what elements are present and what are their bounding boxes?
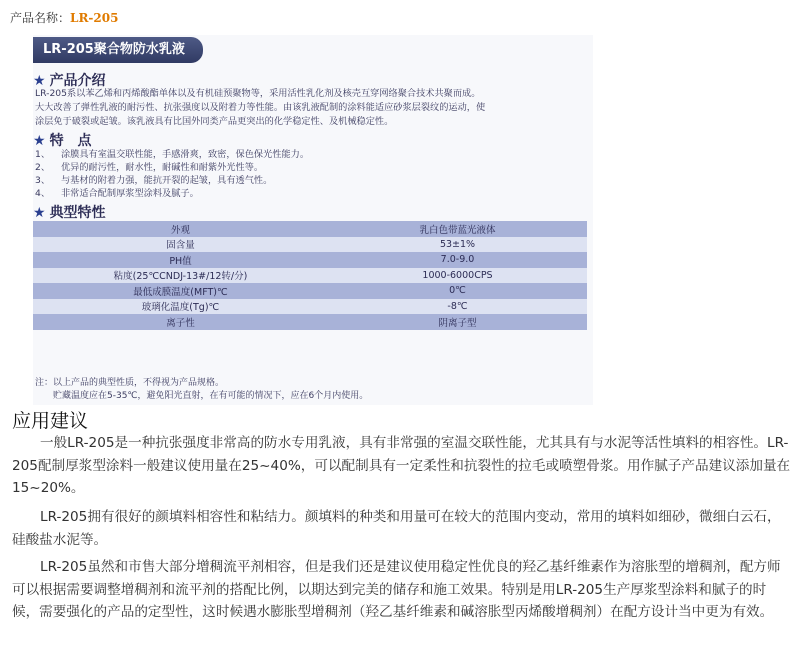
table-row: 粘度(25℃CNDJ-13#/12转/分) 1000-6000CPS [33,268,587,284]
product-name-line [10,9,118,26]
table-row: 外观 乳白色带蓝光液体 [33,221,587,237]
table-row: 玻璃化温度(Tg)℃ -8℃ [33,299,587,315]
spec-table [33,221,587,330]
table-row: PH值 7.0-9.0 [33,252,587,268]
intro-line: 大大改善了弹性乳液的耐污性、抗张强度以及附着力等性能。由该乳液配制的涂料能适应砂浆层裂纹的运动，使 [35,102,486,113]
features-list [35,148,591,200]
table-row: 固含量 53±1% [33,237,587,253]
datasheet-banner: LR-205聚合物防水乳液 [33,37,203,63]
note-line: 注：以上产品的典型性质，不得视为产品规格。 [35,378,225,388]
notes [35,377,368,403]
intro-text [35,87,591,129]
intro-line: LR-205系以苯乙烯和丙烯酸酯单体以及有机硅预聚物等，采用活性乳化剂及核壳互穿网络聚合技术共聚而成。 [35,88,481,99]
note-line: 贮藏温度应在5-35℃，避免阳光直射，在有可能的情况下，应在6个月内使用。 [35,391,369,401]
star-icon: ★ [33,73,46,89]
star-icon: ★ [33,205,46,221]
table-row: 最低成膜温度(MFT)℃ 0℃ [33,283,587,299]
application-paragraph: LR-205虽然和市售大部分增稠流平剂相容，但是我们还是建议使用稳定性优良的羟乙基纤维素作为溶胀型的增稠剂，配方师可以根据需要调整增稠剂和流平剂的搭配比例，以期达到完美的储存和施工效果。特别是用LR-205生产厚浆型涂料和腻子的时候，需要强化的产品的定型性，这时候遇水膨胀型增稠剂（羟乙基纤维素和碱溶胀型丙烯酸增稠剂）在配方设计当中更为有效。 [12,559,781,620]
product-name-value: LR-205 [70,11,119,25]
product-name-label: 产品名称： [10,11,71,25]
table-row: 离子性 阴离子型 [33,314,587,330]
typical-heading-text: 典型特性 [49,205,106,221]
product-datasheet-image [33,35,593,405]
feature-item: 1、 涂膜具有室温交联性能，手感滑爽，致密，保色保光性能力。 [35,149,310,160]
typical-heading [33,202,106,222]
application-paragraph: LR-205拥有很好的颜填料相容性和粘结力。颜填料的种类和用量可在较大的范围内变动，常用的填料如细砂，微细白云石，硅酸盐水泥等。 [12,509,781,548]
feature-item: 3、 与基材的附着力强，能抗开裂的起皱，具有透气性。 [35,175,273,186]
application-heading: 应用建议 [12,410,89,432]
feature-item: 2、 优异的耐污性，耐水性，耐碱性和耐紫外光性等。 [35,162,264,173]
application-paragraph: 一般LR-205是一种抗张强度非常高的防水专用乳液，具有非常强的室温交联性能，尤其具有与水泥等活性填料的相容性。LR-205配制厚浆型涂料一般建议使用量在25~40%，可以配制具有一定柔性和抗裂性的拉毛或喷塑骨浆。用作腻子产品建议添加量在15~20%。 [12,435,791,496]
star-icon: ★ [33,133,46,149]
intro-line: 涂层免于破裂或起皱。该乳液具有比国外同类产品更突出的化学稳定性、及机械稳定性。 [35,116,394,127]
features-heading [33,130,92,150]
feature-item: 4、 非常适合配制厚浆型涂料及腻子。 [35,188,199,199]
features-heading-text: 特 点 [49,133,92,149]
intro-heading-text: 产品介绍 [49,73,106,89]
